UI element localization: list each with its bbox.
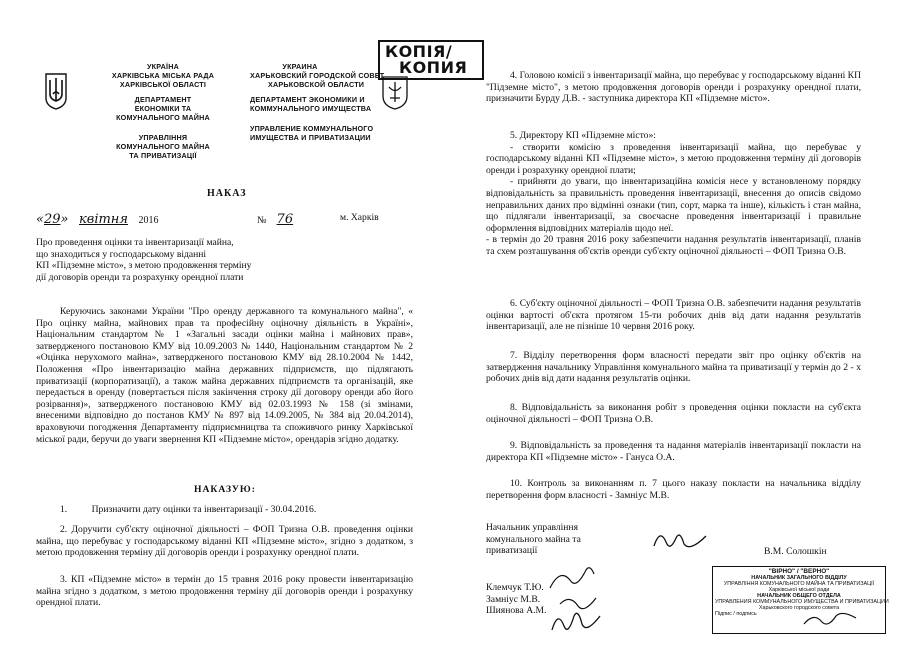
item-7-text: 7. Відділу перетворення форм власності передати звіт про оцінку об'єктів на затвердження начальнику Управління комунального майна та приватизації у термін до 2 - х робочих днів від дати надання результатів оцінки. <box>486 350 861 385</box>
item-9-text: 9. Відповідальність за проведення та надання матеріалів інвентаризації покласти на директора КП «Підземне місто» - Гануса О.А. <box>486 440 861 463</box>
order-date <box>36 212 158 227</box>
order-city: м. Харків <box>340 212 379 223</box>
header-ru-division-2: ИМУЩЕСТВА И ПРИВАТИЗАЦИИ <box>250 133 371 142</box>
signature-position <box>486 522 646 557</box>
item-8-text: 8. Відповідальність за виконання робіт з проведення оцінки покласти на суб'єкта оціночної діяльності – ФОП Тризна О.В. <box>486 402 861 425</box>
resolve-title: НАКАЗУЮ: <box>194 484 256 495</box>
header-ua-country: УКРАЇНА <box>147 62 179 71</box>
date-day: 29 <box>43 212 61 227</box>
date-open-quote: « <box>36 212 44 227</box>
verified-stamp-line5: НАЧАЛЬНИК ОБЩЕГО ОТДЕЛА <box>757 593 841 599</box>
number-value: 76 <box>276 212 294 227</box>
approver: Шиянова А.М. <box>486 605 547 617</box>
preamble-text: Керуючись законами України "Про оренду державного та комунального майна", « Про оцінку майна, майнових прав та професійну оціночну діяльність в Україні», Національним стандартом № 1 «Загальні засади оцінки майна і майнових прав», затвердженого постановою КМУ від 10.09.2003 № 1440, Національним стандартом № 2 «Оцінка нерухомого майна», затвердженого постановою КМУ від 28.10.2004 № 1442, Положення «Про інвентаризацію майна державних підприємств, що підлягають приватизації (корпоратизації), а також майна державних підприємств та організацій, яке передається в оренду (повертається після закінчення строку дії договору оренди або його розірвання)», затвердженого постановою КМУ від 02.03.1993 № 158 (зі змінами, внесеними відповідно до постанов КМУ № 897 від 14.09.2005, № 384 від 20.04.2014), враховуючи погодження Департаменту підприємництва та споживчого ринку Харківської міської ради, беручи до уваги звернення КП «Підземне місто», орендарів згідно додатку. <box>36 306 413 445</box>
subject-line: КП «Підземне місто», з метою продовження терміну <box>36 260 252 272</box>
signature-position-3: приватизації <box>486 545 538 557</box>
item-1-text: Призначити дату оцінки та інвентаризації - 30.04.2016. <box>91 504 317 515</box>
verified-stamp-line4: Харківської міської ради <box>768 587 830 593</box>
item-4-text: 4. Головою комісії з інвентаризації майна, що перебуває у господарському віданні КП "Підземне місто", з метою продовження договорів оренди і розрахунку орендної плати, призначити Бурду Д.В. - заступника директора КП «Підземне місто». <box>486 70 861 105</box>
item-4 <box>486 70 861 105</box>
item-10-text: 10. Контроль за виконанням п. 7 цього наказу покласти на начальника відділу перетворення форм власності - Замніус М.В. <box>486 478 861 501</box>
header-ru-division: УПРАВЛЕНИЕ КОММУНАЛЬНОГО <box>250 124 374 133</box>
header-ua-dept-2: ЕКОНОМІКИ ТА <box>134 104 192 113</box>
item-7 <box>486 350 861 385</box>
subject-line: що знаходиться у господарському віданні <box>36 248 207 260</box>
header-ru-council: ХАРЬКОВСКИЙ ГОРОДСКОЙ СОВЕТ <box>250 71 385 80</box>
order-number <box>257 212 303 227</box>
item-2-text: 2. Доручити суб'єкту оціночної діяльності – ФОП Тризна О.В. проведення оцінки майна, що перебуває у господарському віданні КП «Підземне місто», згідно з додатком, з метою продовження терміну дії договорів оренди і розрахунку орендної плати. <box>36 524 413 559</box>
number-prefix: № <box>257 215 267 226</box>
verified-stamp-line6: УПРАВЛЕНИЯ КОММУНАЛЬНОГО ИМУЩЕСТВА И ПРИВАТИЗАЦИИ <box>715 599 889 605</box>
header-ua-division-3: ТА ПРИВАТИЗАЦІЇ <box>129 151 197 160</box>
item-10 <box>486 478 861 501</box>
verified-stamp-line7: Харьковского городского совета <box>758 605 840 611</box>
signature-position-1: Начальник управління <box>486 522 578 533</box>
header-ua-division: УПРАВЛІННЯ <box>138 133 188 142</box>
item-3 <box>36 574 413 609</box>
header-ua-division-2: КОМУНАЛЬНОГО МАЙНА <box>116 142 210 151</box>
item-3-text: 3. КП «Підземне місто» в термін до 15 травня 2016 року провести інвентаризацію майна згідно з додатком, з метою продовження терміну дії договорів оренди і розрахунку орендної плати. <box>36 574 413 609</box>
header-ua-region: ХАРКІВСЬКОЇ ОБЛАСТІ <box>119 80 207 89</box>
preamble <box>36 306 413 445</box>
item-2 <box>36 524 413 559</box>
item-5-intro: 5. Директору КП «Підземне місто»: <box>510 130 656 141</box>
header-ru-dept: ДЕПАРТАМЕНТ ЭКОНОМИКИ И <box>250 95 365 104</box>
verified-stamp-line1: "ВІРНО" / "ВЕРНО" <box>768 568 830 575</box>
item-1-number: 1. <box>60 504 68 515</box>
header-ua-council: ХАРКІВСЬКА МІСЬКА РАДА <box>111 71 215 80</box>
header-ru <box>250 62 385 142</box>
item-5-a: - створити комісію з проведення інвентаризації майна, що перебуває у господарському віданні КП «Підземне місто», з метою продовження терміну дії договорів оренди і розрахунку орендної плати; <box>486 141 861 176</box>
header-ru-country: УКРАИНА <box>282 62 318 71</box>
approver: Клемчук Т.Ю. <box>486 582 544 593</box>
stamp-signature-icon <box>800 608 860 630</box>
order-title: НАКАЗ <box>207 188 247 199</box>
item-5-c: - в термін до 20 травня 2016 року забезпечити надання результатів інвентаризації, планів та схем розташування об'єктів оренди суб'єкту оціночної діяльності – ФОП Тризна О.В. <box>486 234 861 257</box>
header-ru-region: ХАРЬКОВСКОЙ ОБЛАСТИ <box>268 80 365 89</box>
item-5-b: - прийняти до уваги, що інвентаризаційна комісія несе у встановленому порядку відповідальність за правильність проведення інвентаризації, внесення до описів свідомо неправильних даних про відмінні ознаки (тип, сорт, марка та інше), кількість і стан майна, що підлягали інвентаризації, за своєчасне проведення інвентаризації і правильне оформлення відповідних матеріалів щодо неї. <box>486 176 861 234</box>
header-ua-dept-3: КОМУНАЛЬНОГО МАЙНА <box>116 113 210 122</box>
header-ua <box>88 62 238 160</box>
date-close-quote: » <box>60 212 69 227</box>
approver-signatures-icon <box>540 560 610 640</box>
item-6 <box>486 298 861 333</box>
verified-stamp-line2: НАЧАЛЬНИК ЗАГАЛЬНОГО ВІДДІЛУ <box>751 575 847 581</box>
verified-stamp-line8: Підпис / подпись <box>715 611 757 617</box>
signature-position-2: комунального майна та <box>486 533 581 545</box>
copy-stamp-line2: КОПИЯ <box>399 58 468 77</box>
date-year: 2016 <box>138 215 159 226</box>
date-month: квітня <box>78 212 128 227</box>
item-9 <box>486 440 861 463</box>
subject-line: Про проведення оцінки та інвентаризації майна, <box>36 237 234 248</box>
verified-stamp-line3: УПРАВЛІННЯ КОМУНАЛЬНОГО МАЙНА ТА ПРИВАТИЗАЦІЇ <box>723 581 875 587</box>
item-5 <box>486 130 861 258</box>
item-8 <box>486 402 861 425</box>
order-subject <box>36 237 336 283</box>
header-ua-dept: ДЕПАРТАМЕНТ <box>134 95 192 104</box>
item-1 <box>60 504 410 516</box>
coat-of-arms-icon <box>44 72 68 110</box>
signature-mark-icon <box>650 524 710 556</box>
item-6-text: 6. Суб'єкту оціночної діяльності – ФОП Тризна О.В. забезпечити надання результатів оцінки вартості об'єкта протягом 15-ти робочих днів від дати надання результатів інвентаризації, але не пізніше 10 червня 2016 року. <box>486 298 861 333</box>
copy-stamp-line1: КОПІЯ/ <box>385 42 453 61</box>
signature-name: В.М. Солошкін <box>764 546 827 557</box>
header-ru-dept-2: КОММУНАЛЬНОГО ИМУЩЕСТВА <box>250 104 372 113</box>
subject-line: дії договорів оренди та розрахунку орендної плати <box>36 271 244 283</box>
city-emblem-icon <box>380 74 410 110</box>
approver: Замніус М.В. <box>486 593 541 605</box>
